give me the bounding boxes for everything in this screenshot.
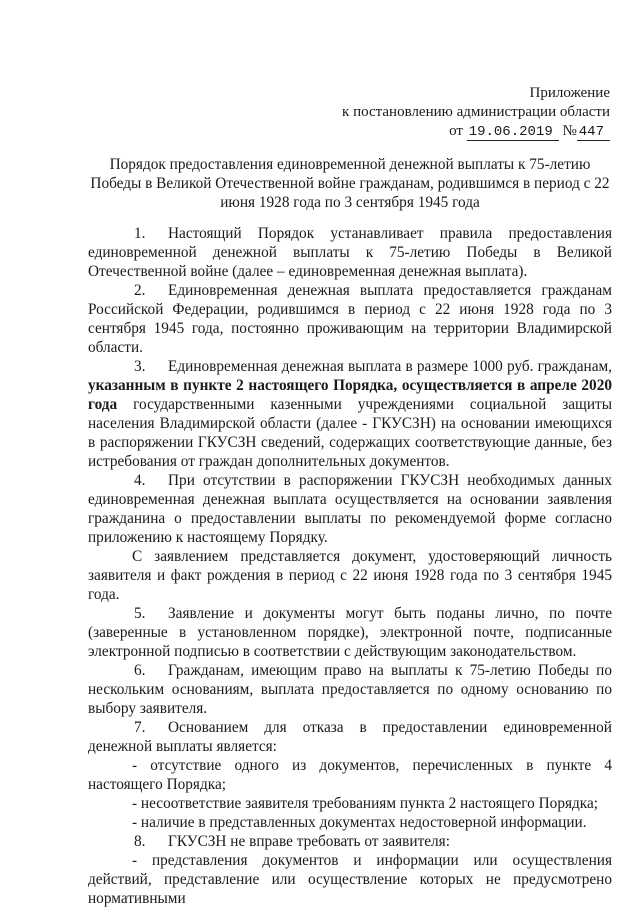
document-body (88, 224, 612, 908)
item-6 (88, 661, 612, 718)
number-prefix: № (562, 123, 577, 139)
item-text: Единовременная денежная выплата предоставляется гражданам Российской Федерации, родившимся в период с 22 июня 1928 года по 3 сентября 1945 года, постоянно проживающим на территории Владимирской области. (88, 282, 612, 356)
item-text: Единовременная денежная выплата в размере 1000 руб. гражданам, (168, 358, 612, 375)
appendix-label: Приложение (529, 85, 610, 101)
item-number: 3. (134, 358, 146, 375)
appendix-date-line (342, 122, 610, 142)
item-number: 7. (134, 719, 146, 736)
item-2 (88, 281, 612, 357)
item-7-bullet-2: - несоответствие заявителя требованиям пункта 2 настоящего Порядка; (132, 795, 599, 812)
item-number: 4. (134, 472, 146, 489)
item-3-bold-text: указанным в пункте 2 настоящего Порядка, осуществляется в апреле 2020 года (88, 377, 612, 413)
item-1 (88, 224, 612, 281)
item-number: 8. (134, 833, 146, 850)
item-text: государственными казенными учреждениями социальной защиты населения Владимирской области (далее - ГКУСЗН) на основании имеющихся в распоряжении ГКУСЗН сведений, содержащих соответствующие данные, без истребования от граждан дополнительных документов. (88, 396, 612, 470)
appendix-resolution: к постановлению администрации области (342, 104, 610, 120)
date-prefix: от (449, 123, 463, 139)
resolution-date: 19.06.2019 (467, 124, 559, 141)
item-number: 2. (134, 282, 146, 299)
item-number: 6. (134, 662, 146, 679)
item-number: 1. (134, 225, 146, 242)
appendix-header (342, 84, 610, 142)
item-text: ГКУСЗН не вправе требовать от заявителя: (168, 833, 450, 850)
item-text: Гражданам, имеющим право на выплаты к 75-летию Победы по нескольким основаниям, выплата предоставляется по одному основанию по выбору заявителя. (88, 662, 612, 717)
item-text: Заявление и документы могут быть поданы лично, по почте (заверенные в установленном порядке), электронной почте, подписанные электронной подписью в соответствии с действующим законодательством. (88, 605, 612, 660)
item-7-bullet-1: - отсутствие одного из документов, перечисленных в пункте 4 настоящего Порядка; (88, 757, 612, 793)
item-text: При отсутствии в распоряжении ГКУСЗН необходимых данных единовременная денежная выплата осуществляется на основании заявления гражданина о предоставлении выплаты по рекомендуемой форме согласно приложению к настоящему Порядку. (88, 472, 612, 546)
item-4 (88, 471, 612, 547)
item-number: 5. (134, 605, 146, 622)
resolution-number: 447 (577, 124, 610, 141)
item-8 (88, 832, 612, 851)
item-5 (88, 604, 612, 661)
item-text: Основанием для отказа в предоставлении единовременной денежной выплаты является: (88, 719, 612, 755)
document-title: Порядок предоставления единовременной денежной выплаты к 75-летию Победы в Великой Отечественной войне гражданам, родившимся в период с 22 июня 1928 года по 3 сентября 1945 года (90, 156, 610, 211)
item-7-bullet-3: - наличие в представленных документах недостоверной информации. (132, 814, 587, 831)
item-3 (88, 357, 612, 471)
item-text: Настоящий Порядок устанавливает правила предоставления единовременной денежной выплаты к 75-летию Победы в Великой Отечественной войне (далее – единовременная денежная выплата). (88, 225, 612, 280)
item-8-bullet-1: - представления документов и информации или осуществления действий, представление или осуществление которых не предусмотрено нормативными (88, 852, 612, 907)
item-7 (88, 718, 612, 756)
item-4-continuation: С заявлением представляется документ, удостоверяющий личность заявителя и факт рождения в период с 22 июня 1928 года по 3 сентября 1945 года. (88, 548, 612, 603)
